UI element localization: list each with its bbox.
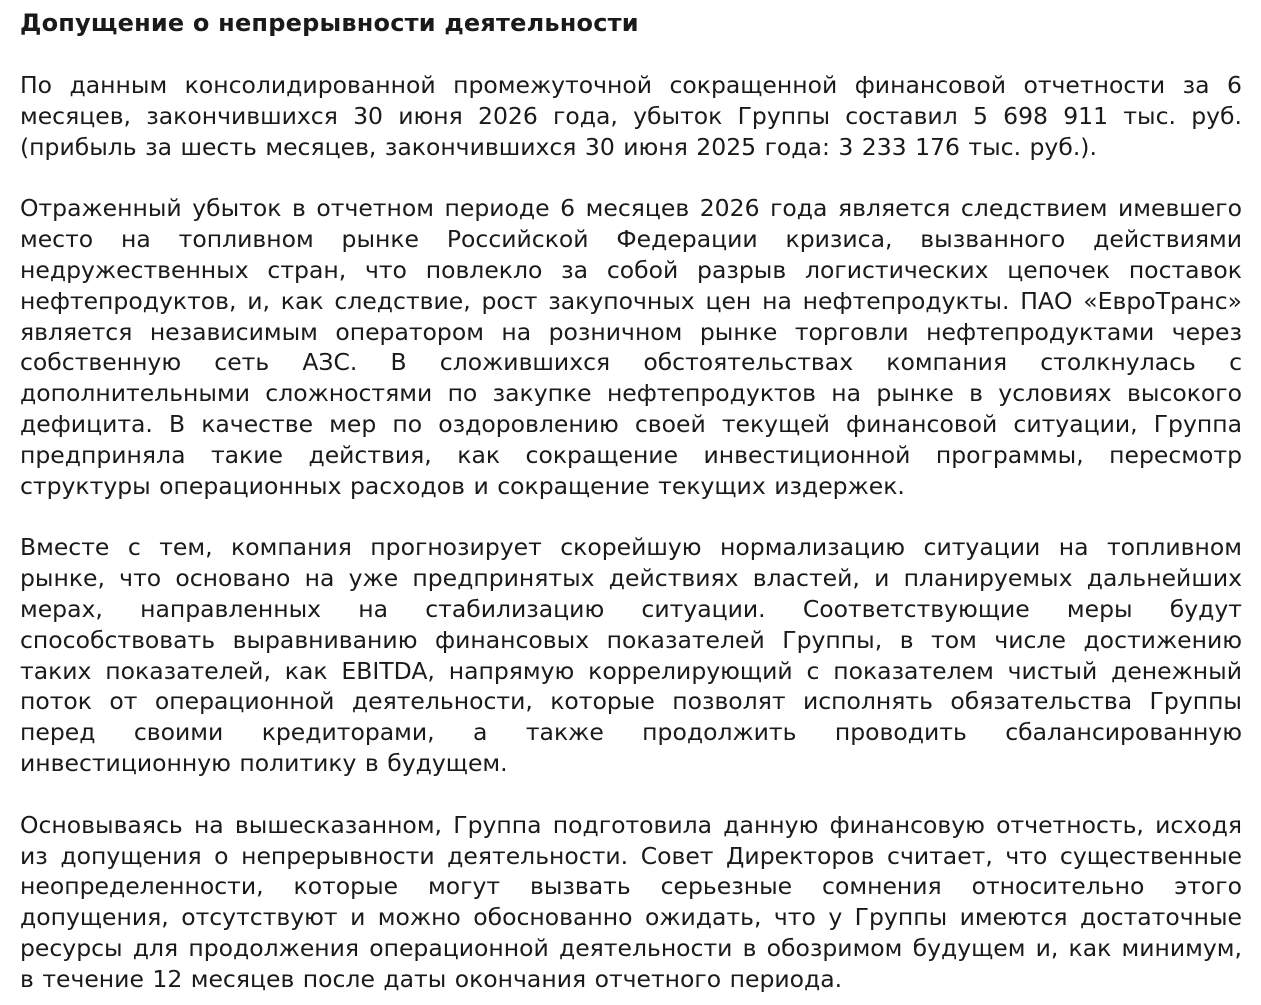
- document-page: [20, 0, 1242, 995]
- paragraph-going-concern-conclusion: Основываясь на вышесказанном, Группа подготовила данную финансовую отчетность, исходя из допущения о непрерывности деятельности. Совет Директоров считает, что существенные неопределенности, которые могут вызвать серьезные сомнения относительно этого допущения, отсутствуют и можно обоснованно ожидать, что у Группы имеются достаточные ресурсы для продолжения операционной деятельности в обозримом будущем и, как минимум, в течение 12 месяцев после даты окончания отчетного периода.: [20, 810, 1242, 993]
- paragraph-crisis-causes: Отраженный убыток в отчетном периоде 6 месяцев 2026 года является следствием имевшего место на топливном рынке Российской Федерации кризиса, вызванного действиями недружественных стран, что повлекло за собой разрыв логистических цепочек поставок нефтепродуктов, и, как следствие, рост закупочных цен на нефтепродукты. ПАО «ЕвроТранс» является независимым оператором на розничном рынке торговли нефтепродуктами через собственную сеть АЗС. В сложившихся обстоятельствах компания столкнулась с дополнительными сложностями по закупке нефтепродуктов на рынке в условиях высокого дефицита. В качестве мер по оздоровлению своей текущей финансовой ситуации, Группа предприняла такие действия, как сокращение инвестиционной программы, пересмотр структуры операционных расходов и сокращение текущих издержек.: [20, 194, 1242, 500]
- section-heading: Допущение о непрерывности деятельности: [20, 9, 639, 37]
- paragraph-normalization-outlook: Вместе с тем, компания прогнозирует скорейшую нормализацию ситуации на топливном рынке, что основано на уже предпринятых действиях властей, и планируемых дальнейших мерах, направленных на стабилизацию ситуации. Соответствующие меры будут способствовать выравниванию финансовых показателей Группы, в том числе достижению таких показателей, как EBITDA, напрямую коррелирующий с показателем чистый денежный поток от операционной деятельности, которые позволят исполнять обязательства Группы перед своими кредиторами, а также продолжить проводить сбалансированную инвестиционную политику в будущем.: [20, 533, 1242, 777]
- paragraph-net-loss: По данным консолидированной промежуточной сокращенной финансовой отчетности за 6 месяцев, закончившихся 30 июня 2026 года, убыток Группы составил 5 698 911 тыс. руб. (прибыль за шесть месяцев, закончившихся 30 июня 2025 года: 3 233 176 тыс. руб.).: [20, 71, 1242, 161]
